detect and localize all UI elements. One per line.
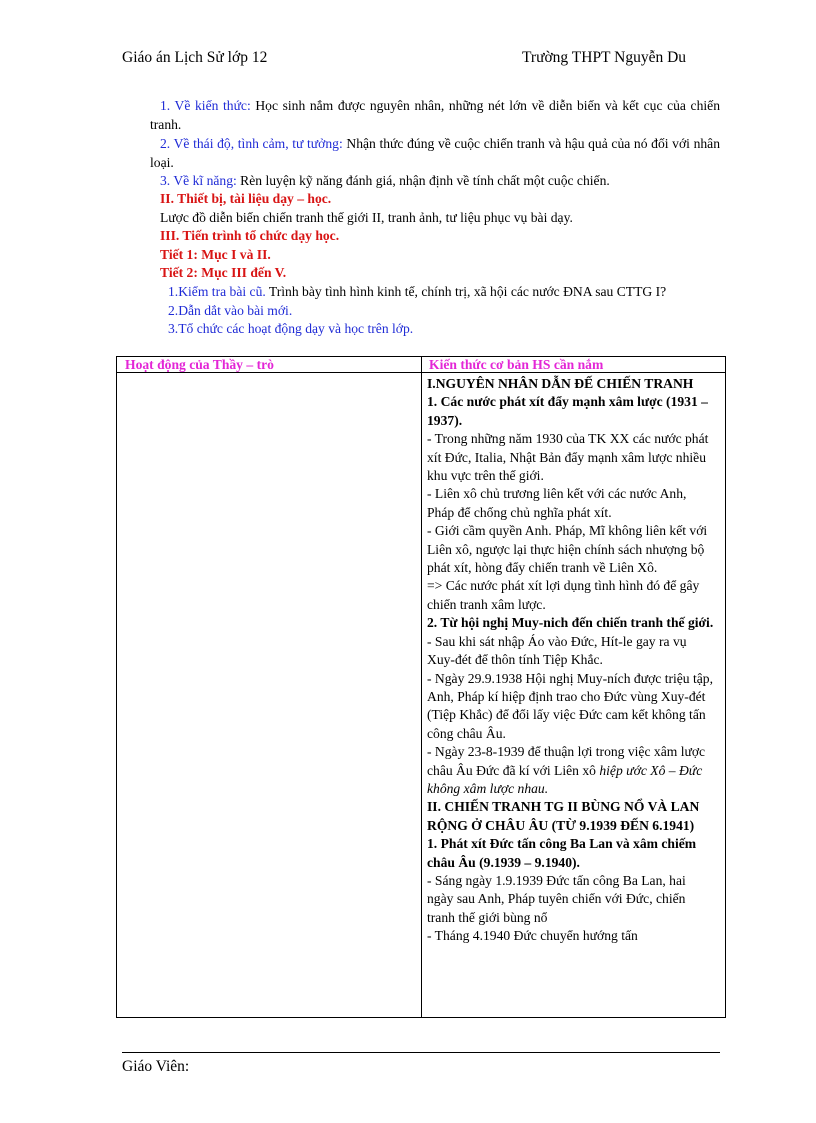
subsection-heading: 2. Từ hội nghị Muy-nich đến chiến tranh thế giới.: [427, 615, 714, 631]
paragraph: [427, 743, 715, 798]
lesson-steps: [150, 283, 720, 339]
objective-skill: [150, 172, 720, 191]
period-1: Tiết 1: Mục I và II.: [160, 246, 271, 262]
objective-text: Rèn luyện kỹ năng đánh giá, nhận định về tính chất một cuộc chiến.: [236, 173, 610, 188]
section-process-title: III. Tiến trình tổ chức dạy học.: [160, 228, 340, 244]
header-subject: Giáo án Lịch Sử lớp 12: [122, 49, 268, 66]
paragraph: - Trong những năm 1930 của TK XX các nước phát xít Đức, Italia, Nhật Bản đẩy mạnh xâm lược nhiều khu vực trên thế giới.: [427, 431, 709, 484]
section-equipment-text: Lược đồ diễn biến chiến tranh thế giới II, tranh ảnh, tư liệu phục vụ bài dạy.: [160, 209, 573, 225]
objective-label: 2. Về thái độ, tình cảm, tư tưởng:: [160, 136, 343, 151]
objective-label: 1. Về kiến thức:: [160, 98, 251, 113]
header-school: Trường THPT Nguyễn Du: [522, 49, 687, 66]
paragraph: => Các nước phát xít lợi dụng tình hình đó để gây chiến tranh xâm lược.: [427, 578, 700, 612]
knowledge-cell: [427, 375, 715, 946]
objective-attitude: [150, 135, 720, 172]
footer-divider: [122, 1052, 720, 1053]
footer-teacher-label: Giáo Viên:: [122, 1058, 190, 1075]
period-2: Tiết 2: Mục III đến V.: [160, 265, 287, 281]
subsection-heading: 1. Phát xít Đức tấn công Ba Lan và xâm chiếm châu Âu (9.1939 – 9.1940).: [427, 836, 697, 870]
column-header-teacher-student: Hoạt động của Thầy – trò: [125, 357, 274, 372]
section-heading: I.NGUYÊN NHÂN DẪN ĐẾ CHIẾN TRANH: [427, 376, 694, 391]
step-1-text: Trình bày tình hình kinh tế, chính trị, xã hội các nước ĐNA sau CTTG I?: [265, 284, 667, 299]
objective-knowledge: [150, 97, 720, 134]
section-equipment: [150, 190, 720, 283]
lesson-table: [116, 356, 726, 1018]
paragraph: - Ngày 29.9.1938 Hội nghị Muy-ních được triệu tập, Anh, Pháp kí hiệp định trao cho Đức vùng Xuy-đét (Tiệp Khắc) để đổi lấy việc Đức cam kết không tấn công châu Âu.: [427, 670, 714, 741]
paragraph: - Sau khi sát nhập Áo vào Đức, Hít-le gay ra vụ Xuy-đét để thôn tính Tiệp Khắc.: [427, 633, 687, 668]
step-1-label: 1.Kiểm tra bài cũ.: [168, 284, 266, 299]
header-divider: [117, 372, 725, 373]
step-3: 3.Tổ chức các hoạt động dạy và học trên lớp.: [168, 321, 414, 337]
objective-text: Nhận thức đúng về cuộc chiến tranh và hậu quả của nó đối với nhân loại.: [150, 136, 721, 170]
column-divider: [421, 357, 422, 1017]
column-header-knowledge: Kiến thức cơ bản HS cần nắm: [429, 357, 604, 372]
paragraph-text: - Ngày 23-8-1939 để thuận lợi trong việc xâm lược châu Âu Đức đã kí với Liên xô: [427, 744, 706, 778]
treaty-name: hiệp ước Xô – Đức không xâm lược nhau.: [427, 762, 703, 796]
objective-label: 3. Về kĩ năng:: [160, 173, 237, 188]
paragraph: - Giới cầm quyền Anh. Pháp, Mĩ không liên kết với Liên xô, ngược lại thực hiện chính sách nhượng bộ phát xít, hòng đẩy chiến tranh về Liên Xô.: [427, 523, 708, 576]
section-equipment-title: II. Thiết bị, tài liệu dạy – học.: [160, 191, 332, 206]
paragraph: - Sáng ngày 1.9.1939 Đức tấn công Ba Lan, hai ngày sau Anh, Pháp tuyên chiến với Đức, chiến tranh thế giới bùng nổ: [427, 872, 686, 925]
paragraph: - Tháng 4.1940 Đức chuyển hướng tấn: [427, 928, 638, 944]
subsection-heading: 1. Các nước phát xít đẩy mạnh xâm lược (1931 – 1937).: [427, 394, 708, 428]
objective-text: Học sinh nắm được nguyên nhân, những nét lớn về diễn biến và kết cục của chiến tranh.: [150, 98, 720, 132]
paragraph: - Liên xô chủ trương liên kết với các nước Anh, Pháp để chống chủ nghĩa phát xít.: [427, 486, 687, 520]
section-heading: II. CHIẾN TRANH TG II BÙNG NỔ VÀ LAN RỘNG Ở CHÂU ÂU (TỪ 9.1939 ĐẾN 6.1941): [427, 799, 700, 833]
step-2: 2.Dẫn dắt vào bài mới.: [168, 302, 293, 318]
